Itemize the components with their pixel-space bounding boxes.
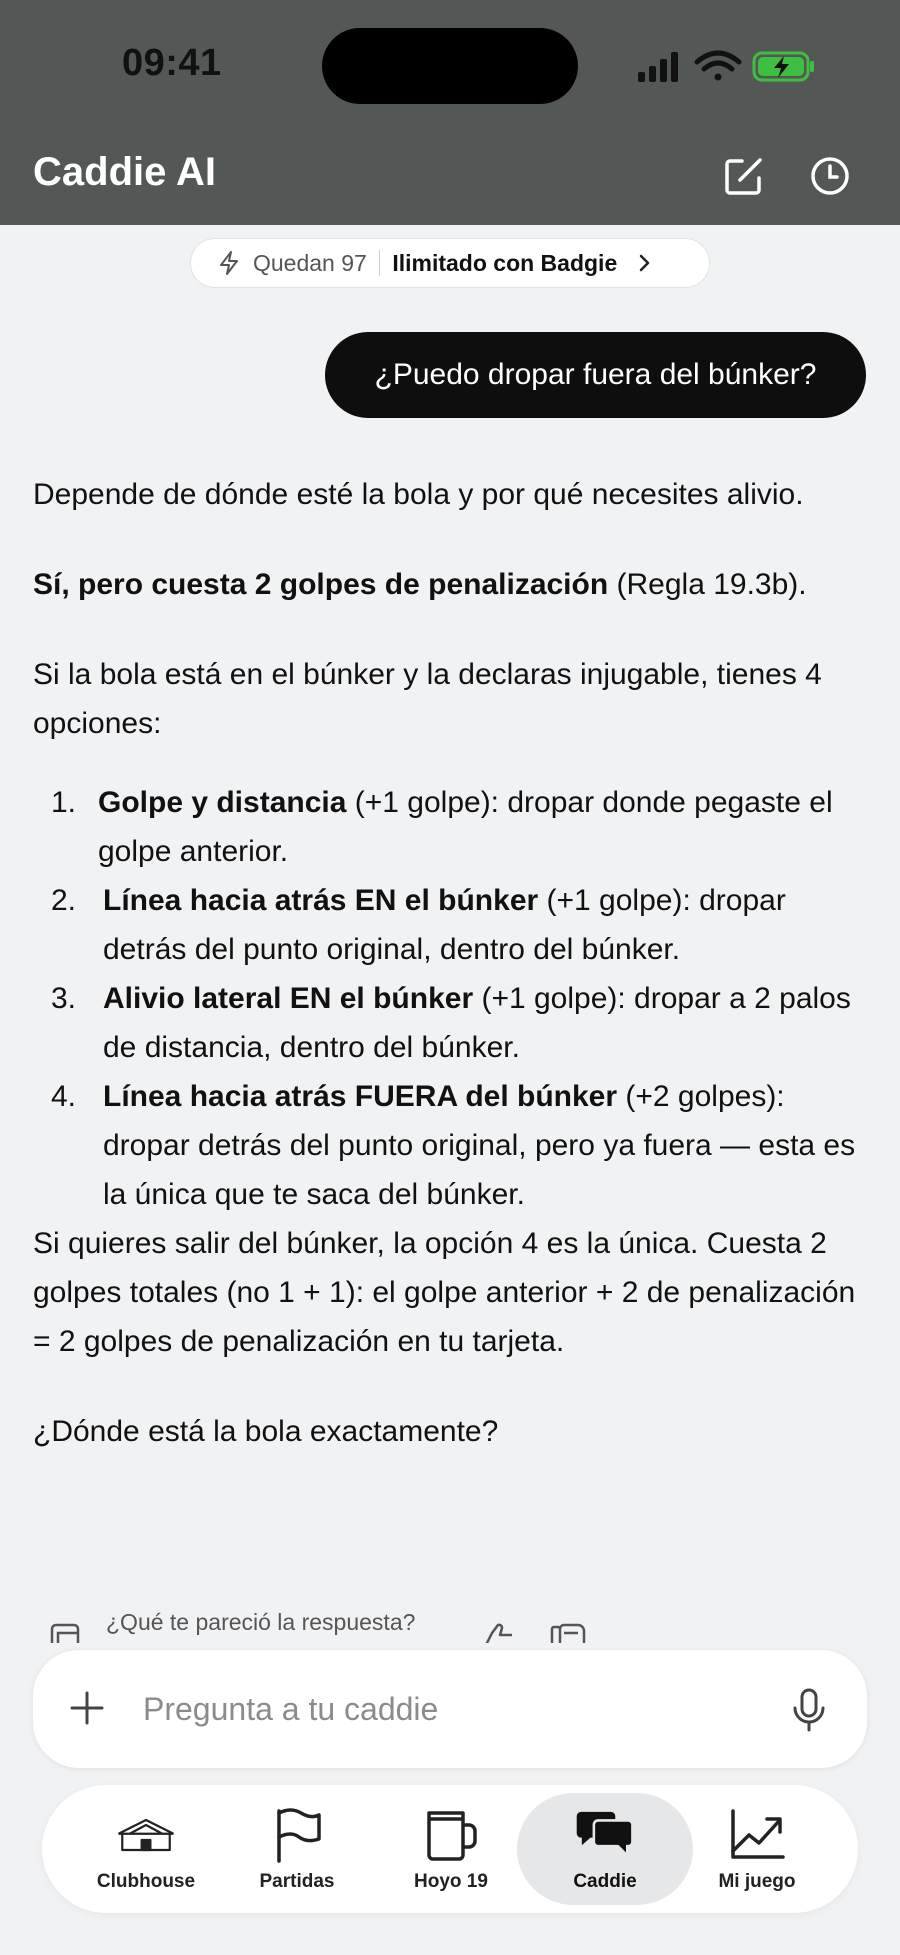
- chevron-right-icon: [635, 252, 653, 274]
- quota-remaining: Quedan 97: [253, 249, 367, 276]
- list-item-number: 4.: [51, 1080, 77, 1113]
- copy-icon[interactable]: [48, 1621, 84, 1643]
- message-input[interactable]: [143, 1680, 783, 1738]
- tab-hoyo-19[interactable]: [376, 1785, 526, 1913]
- feedback-prompt: ¿Qué te pareció la respuesta?: [106, 1609, 416, 1635]
- quota-divider: [379, 250, 381, 276]
- list-item-title: Alivio lateral EN el búnker: [103, 982, 474, 1015]
- app-header: [0, 0, 900, 225]
- dynamic-island: [322, 28, 578, 104]
- answer-intro: Depende de dónde esté la bola y por qué necesites alivio.: [33, 478, 804, 511]
- options-list: [33, 778, 873, 1219]
- list-item-title: Golpe y distancia: [98, 786, 347, 819]
- answer-question: ¿Dónde está la bola exactamente?: [33, 1415, 499, 1448]
- tab-caddie[interactable]: [517, 1793, 693, 1905]
- quota-upgrade-label: Ilimitado con Badgie: [392, 249, 618, 276]
- history-button[interactable]: [806, 152, 854, 200]
- answer-penalty-bold: Sí, pero cuesta 2 golpes de penalización: [33, 568, 609, 601]
- answer-penalty: [33, 560, 873, 609]
- status-icons: [636, 48, 816, 84]
- list-item: [33, 974, 873, 1072]
- bolt-icon: [217, 250, 241, 276]
- clock-icon: [806, 152, 854, 200]
- tab-bar: [42, 1785, 858, 1913]
- tab-clubhouse[interactable]: [71, 1785, 221, 1913]
- assistant-answer: [33, 470, 873, 1456]
- answer-summary: Si quieres salir del búnker, la opción 4 es la única. Cuesta 2 golpes totales (no 1 + 1): el golpe anterior + 2 de penalización = 2 golpes de penalización en tu tarjeta.: [33, 1227, 856, 1358]
- flag-icon: [267, 1807, 327, 1863]
- plus-icon[interactable]: [69, 1690, 105, 1726]
- new-chat-button[interactable]: [720, 152, 768, 200]
- mug-icon: [421, 1807, 481, 1863]
- list-item-text: (+1 golpe): dropar a 2 palos de distancia, dentro del búnker.: [103, 982, 851, 1064]
- list-item: [33, 778, 873, 876]
- tab-mi-juego[interactable]: [682, 1785, 832, 1913]
- tab-label: Hoyo 19: [414, 1871, 488, 1892]
- quota-banner[interactable]: [190, 238, 710, 288]
- compose-icon: [720, 152, 768, 200]
- list-item: [33, 876, 873, 974]
- list-item-title: Línea hacia atrás FUERA del búnker: [103, 1080, 618, 1113]
- page-title: Caddie AI: [33, 150, 216, 194]
- list-item-number: 1.: [51, 786, 77, 819]
- list-item-text: (+2 golpes): dropar detrás del punto original, pero ya fuera — esta es la única que te saca del búnker.: [103, 1080, 856, 1211]
- list-item-number: 2.: [51, 884, 77, 917]
- composer: [33, 1650, 867, 1768]
- chat-bubbles-icon: [575, 1807, 635, 1863]
- tab-label: Caddie: [573, 1871, 637, 1892]
- battery-icon: [754, 53, 814, 80]
- answer-penalty-rest: (Regla 19.3b).: [608, 568, 807, 601]
- thumbs-up-icon[interactable]: [482, 1621, 518, 1643]
- user-message: ¿Puedo dropar fuera del búnker?: [325, 332, 866, 418]
- house-icon: [116, 1807, 176, 1863]
- list-item-text: (+1 golpe): dropar detrás del punto original, dentro del búnker.: [103, 884, 786, 966]
- tab-label: Mi juego: [718, 1871, 796, 1892]
- list-item-number: 3.: [51, 982, 77, 1015]
- list-item-title: Línea hacia atrás EN el búnker: [103, 884, 539, 917]
- wifi-icon: [697, 53, 739, 81]
- feedback-row: [48, 1605, 648, 1643]
- answer-options-intro: Si la bola está en el búnker y la declaras injugable, tienes 4 opciones:: [33, 658, 822, 740]
- signal-icon: [638, 52, 678, 82]
- thumbs-down-icon[interactable]: [550, 1621, 586, 1643]
- tab-label: Partidas: [259, 1871, 335, 1892]
- microphone-icon[interactable]: [791, 1688, 827, 1732]
- status-time: 09:41: [122, 42, 222, 84]
- list-item-text: (+1 golpe): dropar donde pegaste el golpe anterior.: [98, 786, 833, 868]
- tab-partidas[interactable]: [222, 1785, 372, 1913]
- tab-label: Clubhouse: [96, 1871, 196, 1892]
- list-item: [33, 1072, 873, 1219]
- trend-chart-icon: [727, 1807, 787, 1863]
